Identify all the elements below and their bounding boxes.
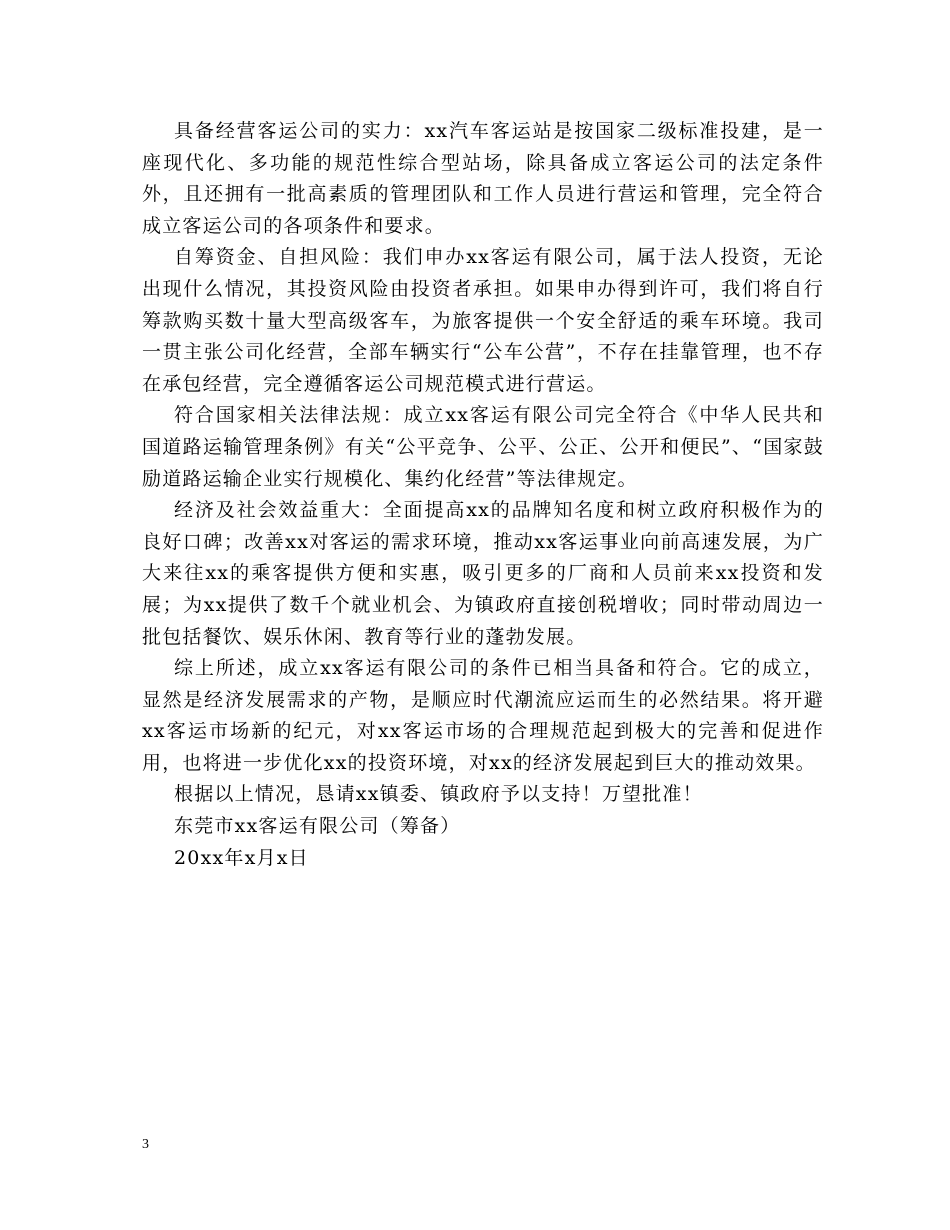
paragraph-summary: 综上所述，成立xx客运有限公司的条件已相当具备和符合。它的成立，显然是经济发展需求的产物，是顺应时代潮流应运而生的必然结果。将开避xx客运市场新的纪元，对xx客运市场的合理规范起到极大的完善和促进作用，也将进一步优化xx的投资环境，对xx的经济发展起到巨大的推动效果。	[142, 657, 824, 774]
signature-date: 20xx年x月x日	[174, 846, 309, 869]
closing-request: 根据以上情况，恳请xx镇委、镇政府予以支持！万望批准！	[174, 783, 703, 806]
paragraph-self-funding: 自筹资金、自担风险：我们申办xx客运有限公司，属于法人投资，无论出现什么情况，其投资风险由投资者承担。如果申办得到许可，我们将自行筹款购买数十量大型高级客车，为旅客提供一个安全舒适的乘车环境。我司一贯主张公司化经营，全部车辆实行“公车公营”，不存在挂靠管理，也不存在承包经营，完全遵循客运公司规范模式进行营运。	[142, 246, 824, 395]
paragraph-benefits: 经济及社会效益重大：全面提高xx的品牌知名度和树立政府积极作为的良好口碑；改善xx对客运的需求环境，推动xx客运事业向前高速发展，为广大来往xx的乘客提供方便和实惠，吸引更多的厂商和人员前来xx投资和发展；为xx提供了数千个就业机会、为镇政府直接创税增收；同时带动周边一批包括餐饮、娱乐休闲、教育等行业的蓬勃发展。	[142, 499, 824, 648]
signature-company: 东莞市xx客运有限公司（筹备）	[174, 815, 461, 838]
paragraph-legal-compliance: 符合国家相关法律法规：成立xx客运有限公司完全符合《中华人民共和国道路运输管理条例》有关“公平竞争、公平、公正、公开和便民”、“国家鼓励道路运输企业实行规模化、集约化经营”等法律规定。	[142, 404, 824, 490]
page-number: 3	[142, 1137, 149, 1152]
paragraph-strength: 具备经营客运公司的实力：xx汽车客运站是按国家二级标准投建，是一座现代化、多功能的规范性综合型站场，除具备成立客运公司的法定条件外，且还拥有一批高素质的管理团队和工作人员进行营运和管理，完全符合成立客运公司的各项条件和要求。	[142, 120, 824, 237]
document-body	[142, 116, 824, 874]
